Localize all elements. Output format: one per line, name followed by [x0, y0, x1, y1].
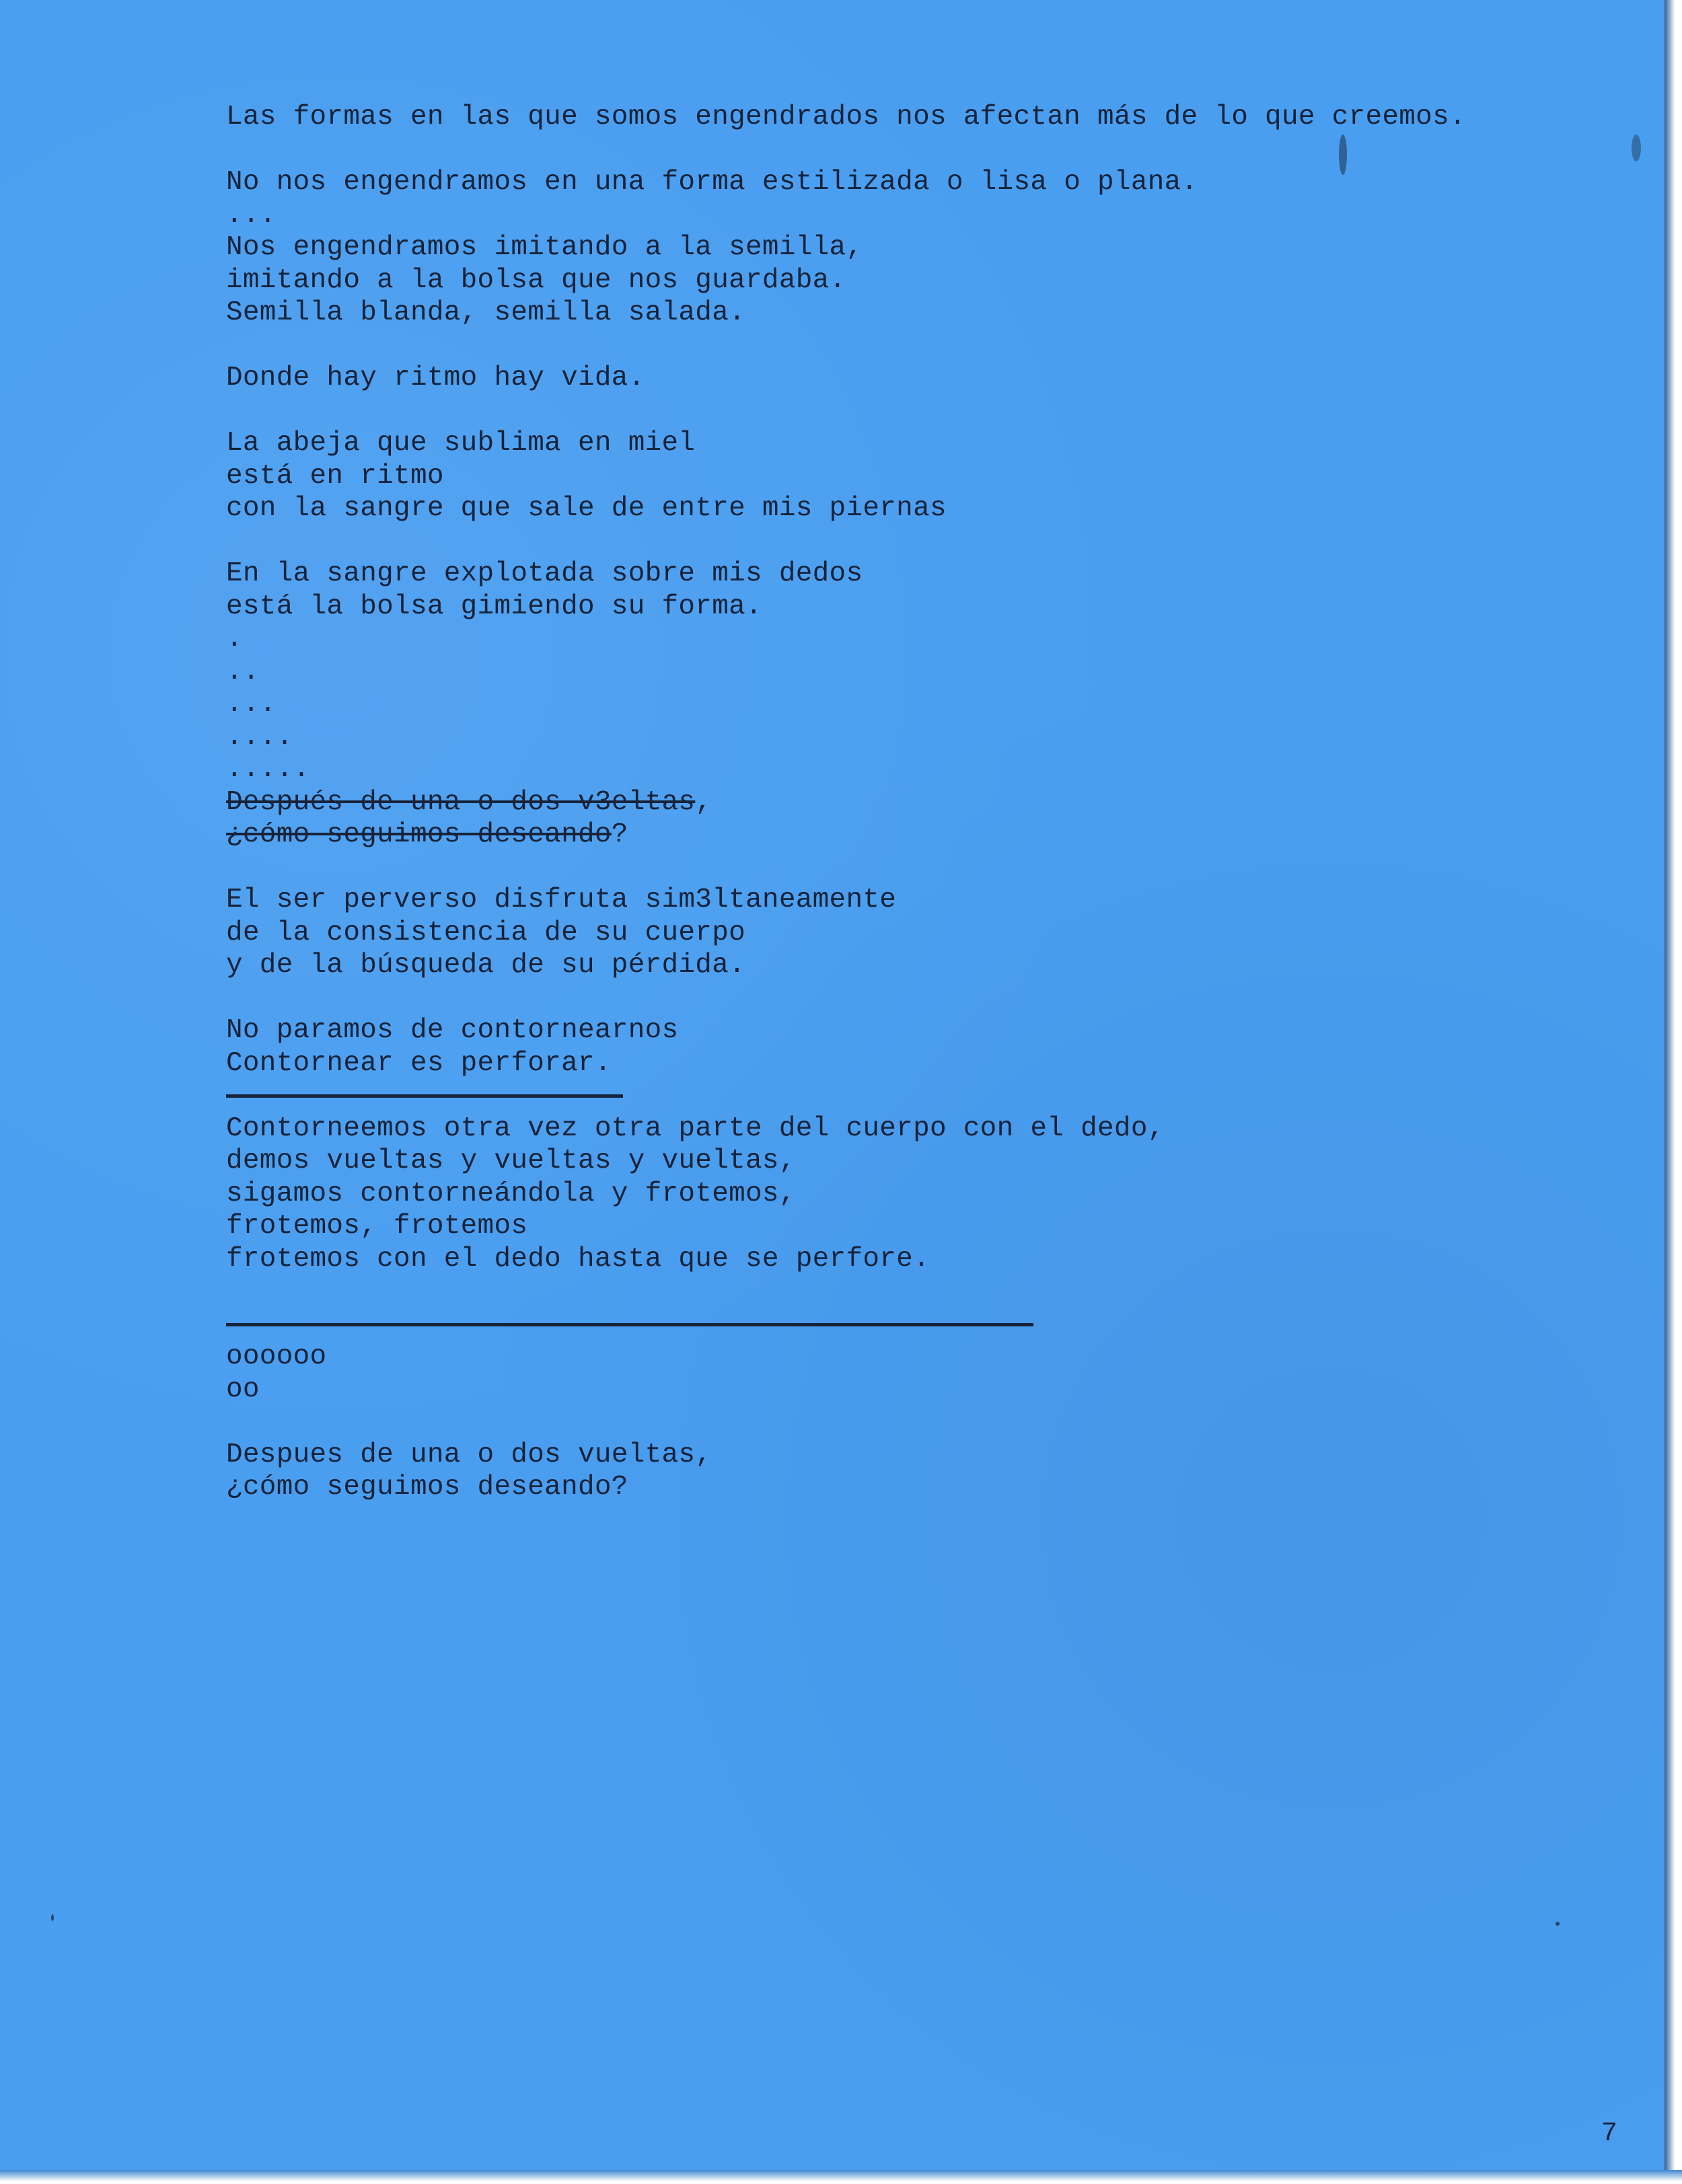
text-line: está en ritmo: [226, 460, 444, 492]
dot-line: ..: [226, 656, 260, 687]
text-line: Nos engendramos imitando a la semilla,: [226, 232, 863, 263]
dot-line: .....: [226, 754, 310, 785]
blank-line: [226, 525, 1504, 558]
text-line: Semilla blanda, semilla salada.: [226, 297, 746, 328]
text-line: está la bolsa gimiendo su forma.: [226, 591, 762, 622]
circle-line: oo: [226, 1373, 260, 1405]
text-line: No paramos de contornearnos: [226, 1015, 679, 1046]
text-line: No nos engendramos en una forma estilizada o lisa o plana.: [226, 167, 1198, 198]
text-line: La abeja que sublima en miel: [226, 428, 696, 459]
struck-line: [226, 786, 1504, 819]
blank-line: [226, 1275, 1504, 1308]
text-line: Despues de una o dos vueltas,: [226, 1439, 712, 1470]
text-line: Donde hay ritmo hay vida.: [226, 363, 645, 393]
text-line: frotemos con el dedo hasta que se perfore.: [226, 1243, 930, 1275]
page-number: 7: [1601, 2119, 1618, 2149]
struck-line-tail: ?: [611, 819, 628, 850]
blank-line: [226, 982, 1504, 1015]
typed-rule-long: [226, 1308, 1504, 1341]
typewritten-text: [226, 101, 1504, 1504]
text-line: Contornear es perforar.: [226, 1047, 612, 1079]
blank-line: [226, 330, 1504, 363]
ink-smudge: [1632, 135, 1641, 161]
dot-line: ....: [226, 721, 293, 753]
text-line: sigamos contorneándola y frotemos,: [226, 1178, 796, 1209]
typed-rule-short: [226, 1080, 1504, 1113]
dot-line: .: [226, 624, 243, 654]
text-line: ¿cómo seguimos deseando?: [226, 1472, 628, 1503]
text-line: frotemos, frotemos: [226, 1211, 528, 1242]
page-edge-bottom: [0, 2170, 1682, 2184]
text-line: ...: [226, 199, 277, 231]
text-line: de la consistencia de su cuerpo: [226, 917, 746, 948]
page-edge-right: [1665, 0, 1682, 2184]
blank-line: [226, 134, 1504, 167]
text-line: imitando a la bolsa que nos guardaba.: [226, 264, 846, 296]
struck-line-tail: ,: [695, 786, 712, 818]
blank-line: [226, 852, 1504, 884]
struck-line: [226, 819, 1504, 852]
text-line: Contorneemos otra vez otra parte del cuerpo con el dedo,: [226, 1113, 1165, 1144]
circle-line: oooooo: [226, 1341, 327, 1372]
text-line: En la sangre explotada sobre mis dedos: [226, 558, 863, 589]
ink-speck: [51, 1914, 54, 1921]
struck-text: Después de una o dos v3eltas: [226, 786, 696, 818]
dot-line: ...: [226, 689, 277, 720]
blank-line: [226, 1406, 1504, 1439]
text-line: y de la búsqueda de su pérdida.: [226, 950, 746, 981]
blank-line: [226, 395, 1504, 428]
ink-smudge: [1339, 135, 1347, 175]
text-line: con la sangre que sale de entre mis piernas: [226, 493, 947, 524]
struck-text: ¿cómo seguimos deseando: [226, 819, 612, 850]
text-line: El ser perverso disfruta sim3ltaneamente: [226, 884, 897, 915]
text-line: demos vueltas y vueltas y vueltas,: [226, 1145, 796, 1176]
text-line: Las formas en las que somos engendrados nos afectan más de lo que creemos.: [226, 102, 1466, 133]
ink-speck: [1556, 1922, 1560, 1926]
